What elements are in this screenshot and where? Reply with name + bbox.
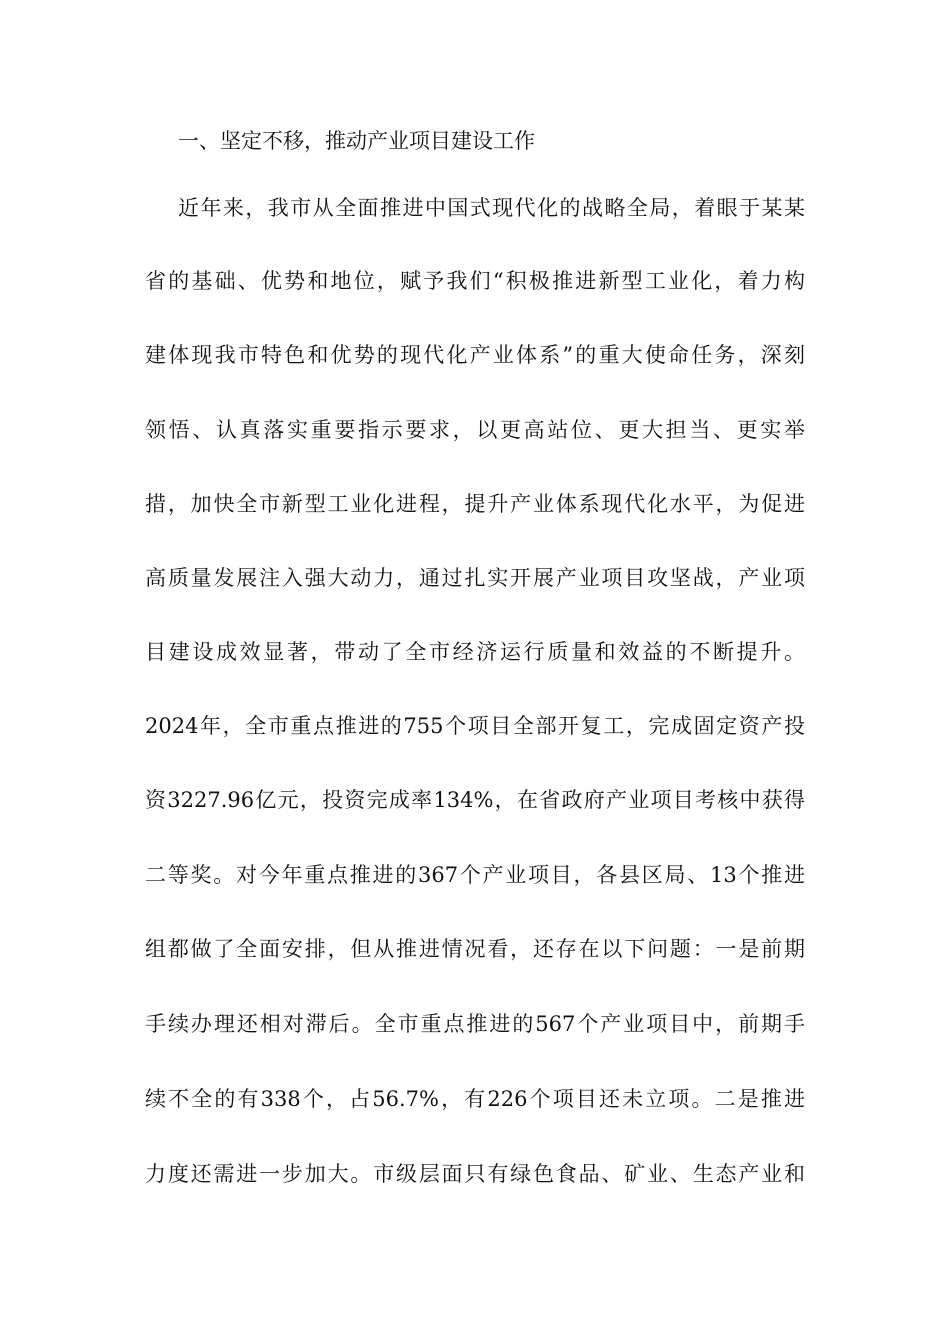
paragraph-line: 组都做了全面安排，但从推进情况看，还存在以下问题：一是前期 [145,937,805,961]
paragraph-line: 建体现我市特色和优势的现代化产业体系”的重大使命任务，深刻 [145,343,805,367]
section-heading: 一、坚定不移，推动产业项目建设工作 [178,129,535,153]
paragraph-line: 力度还需进一步加大。市级层面只有绿色食品、矿业、生态产业和 [145,1162,805,1186]
paragraph-line: 2024年，全市重点推进的755个项目全部开复工，完成固定资产投 [145,714,805,738]
paragraph-line: 近年来，我市从全面推进中国式现代化的战略全局，着眼于某某 [178,196,805,220]
paragraph-line: 高质量发展注入强大动力，通过扎实开展产业项目攻坚战，产业项 [145,566,805,590]
paragraph-line: 措，加快全市新型工业化进程，提升产业体系现代化水平，为促进 [145,492,805,516]
paragraph-line: 领悟、认真落实重要指示要求，以更高站位、更大担当、更实举 [145,418,805,442]
paragraph-line: 二等奖。对今年重点推进的367个产业项目，各县区局、13个推进 [145,863,805,887]
paragraph-line: 省的基础、优势和地位，赋予我们“积极推进新型工业化，着力构 [145,269,805,293]
paragraph-line: 续不全的有338个，占56.7%，有226个项目还未立项。二是推进 [145,1087,805,1111]
paragraph-line: 手续办理还相对滞后。全市重点推进的567个产业项目中，前期手 [145,1012,805,1036]
paragraph-line: 目建设成效显著，带动了全市经济运行质量和效益的不断提升。 [145,640,805,664]
paragraph-line: 资3227.96亿元，投资完成率134%，在省政府产业项目考核中获得 [145,788,805,812]
